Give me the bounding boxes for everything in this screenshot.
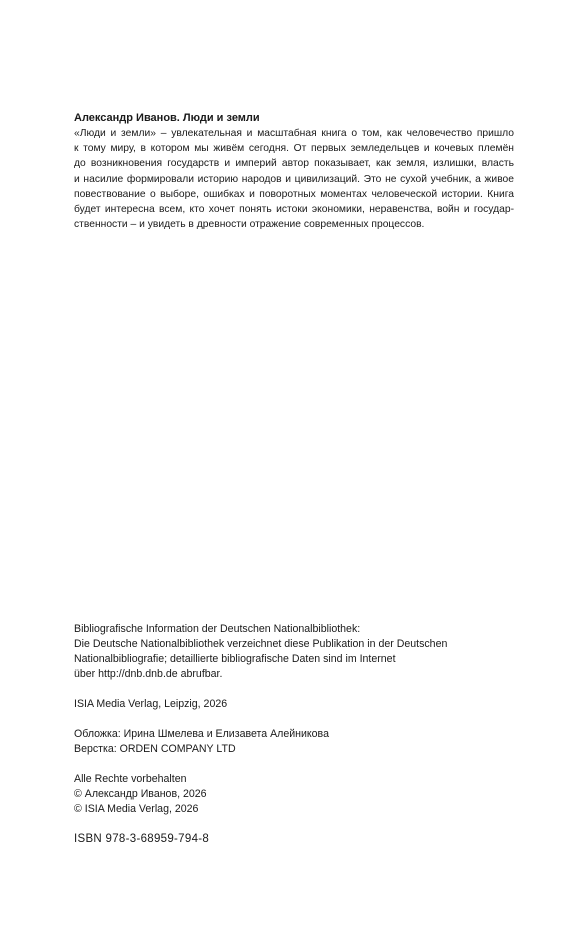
publisher-line: ISIA Media Verlag, Leipzig, 2026	[74, 698, 228, 710]
book-annotation	[74, 126, 514, 232]
spacer	[74, 712, 514, 727]
cover-credit: Обложка: Ирина Шмелева и Елизавета Алейникова	[74, 728, 329, 740]
layout-credit: Верстка: ORDEN COMPANY LTD	[74, 743, 236, 755]
bib-info-line: Nationalbibliografie; detaillierte bibliografische Daten sind im Internet	[74, 653, 396, 665]
annotation-line: «Люди и земли» – увлекательная и масштабная книга о том, как человечество пришло	[74, 128, 514, 139]
book-title-line: Александр Иванов. Люди и земли	[74, 112, 260, 124]
isbn-line: ISBN 978-3-68959-794-8	[74, 833, 210, 845]
copyright-author: © Александр Иванов, 2026	[74, 788, 207, 800]
annotation-block	[74, 111, 514, 232]
imprint-block	[74, 622, 514, 847]
annotation-line: до возникновения государств и империй автор показывает, как земля, излишки, власть	[74, 158, 514, 170]
spacer	[74, 682, 514, 697]
bib-info-line: Die Deutsche Nationalbibliothek verzeichnet diese Publikation in der Deutschen	[74, 638, 448, 650]
rights-line: Alle Rechte vorbehalten	[74, 773, 187, 785]
annotation-line: повествование о выборе, ошибках и поворотных моментах человеческой истории. Книга	[74, 188, 514, 200]
annotation-line: будет интересна всем, кто хочет понять истоки экономики, неравенства, войн и государ-	[74, 204, 514, 216]
annotation-line: к тому миру, в котором мы живём сегодня. От первых земледельцев и кочевых племён	[74, 143, 514, 155]
bib-info-line: über http://dnb.dnb.de abrufbar.	[74, 668, 223, 680]
spacer	[74, 757, 514, 772]
spacer	[74, 817, 514, 832]
bib-info-heading: Bibliografische Information der Deutschen Nationalbibliothek:	[74, 623, 361, 635]
copyright-publisher: © ISIA Media Verlag, 2026	[74, 803, 199, 815]
annotation-line: и насилие формировали историю народов и цивилизаций. Это не сухой учебник, а живое	[74, 173, 514, 185]
annotation-line: ственности – и увидеть в древности отражение современных процессов.	[74, 219, 425, 231]
